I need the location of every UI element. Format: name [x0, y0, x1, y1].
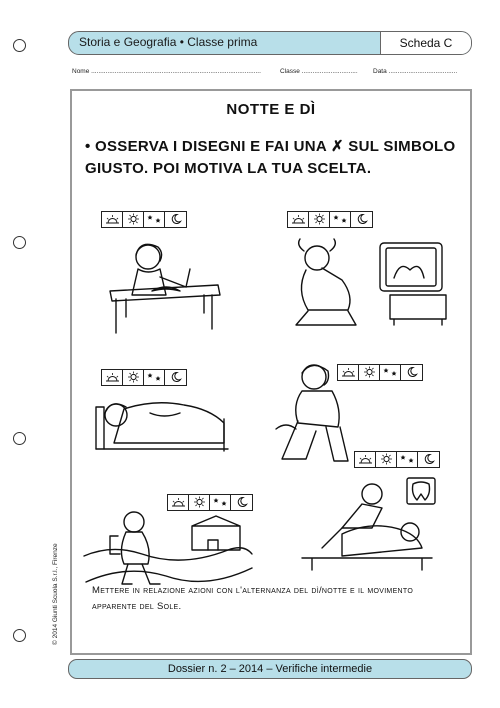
moon-icon[interactable] [165, 212, 186, 227]
date-field: Data ...................................... [373, 68, 458, 75]
instruction-text: • OSSERVA I DISEGNI E FAI UNA ✗ SUL SIMBOLO GIUSTO. POI MOTIVA LA TUA SCELTA. [85, 138, 456, 177]
header-bar [68, 31, 472, 55]
sheet-label: Scheda C [380, 32, 471, 54]
sunrise-icon[interactable] [288, 212, 309, 227]
stars-icon[interactable] [144, 370, 165, 385]
worksheet-frame [70, 89, 472, 655]
symbol-strip[interactable] [101, 369, 187, 386]
sunrise-icon[interactable] [102, 212, 123, 227]
footer-bar: Dossier n. 2 – 2014 – Verifiche intermedie [68, 659, 472, 679]
stars-icon[interactable] [380, 365, 401, 380]
binder-hole [13, 39, 26, 52]
worksheet-title: NOTTE E DÌ [226, 101, 316, 118]
sun-icon[interactable] [123, 212, 144, 227]
child-tv-illustration [282, 233, 462, 333]
child-sleeping-illustration [90, 389, 240, 459]
child-school-illustration [82, 506, 257, 591]
child-dressing-illustration [262, 359, 382, 474]
copyright-text: © 2014 Giunti Scuola S.r.l., Firenze [52, 543, 59, 645]
binder-hole [13, 629, 26, 642]
sun-icon[interactable] [123, 370, 144, 385]
stars-icon[interactable] [397, 452, 418, 467]
moon-icon[interactable] [351, 212, 372, 227]
name-field: Nome .............................................................................................. [72, 68, 261, 75]
child-dentist-illustration [282, 474, 452, 574]
sun-icon[interactable] [309, 212, 330, 227]
binder-hole [13, 432, 26, 445]
moon-icon[interactable] [401, 365, 422, 380]
moon-icon[interactable] [418, 452, 439, 467]
subject-label: Storia e Geografia • Classe prima [79, 35, 258, 49]
symbol-strip[interactable] [101, 211, 187, 228]
child-writing-illustration [100, 233, 230, 338]
stars-icon[interactable] [330, 212, 351, 227]
symbol-strip[interactable] [287, 211, 373, 228]
stars-icon[interactable] [144, 212, 165, 227]
binder-hole [13, 236, 26, 249]
sunrise-icon[interactable] [102, 370, 123, 385]
class-field: Classe ............................... [280, 68, 358, 75]
footnote-text: Mettere in relazione azioni con l'alternanza del dì/notte e il movimento apparente del Sole. [92, 585, 414, 612]
moon-icon[interactable] [165, 370, 186, 385]
